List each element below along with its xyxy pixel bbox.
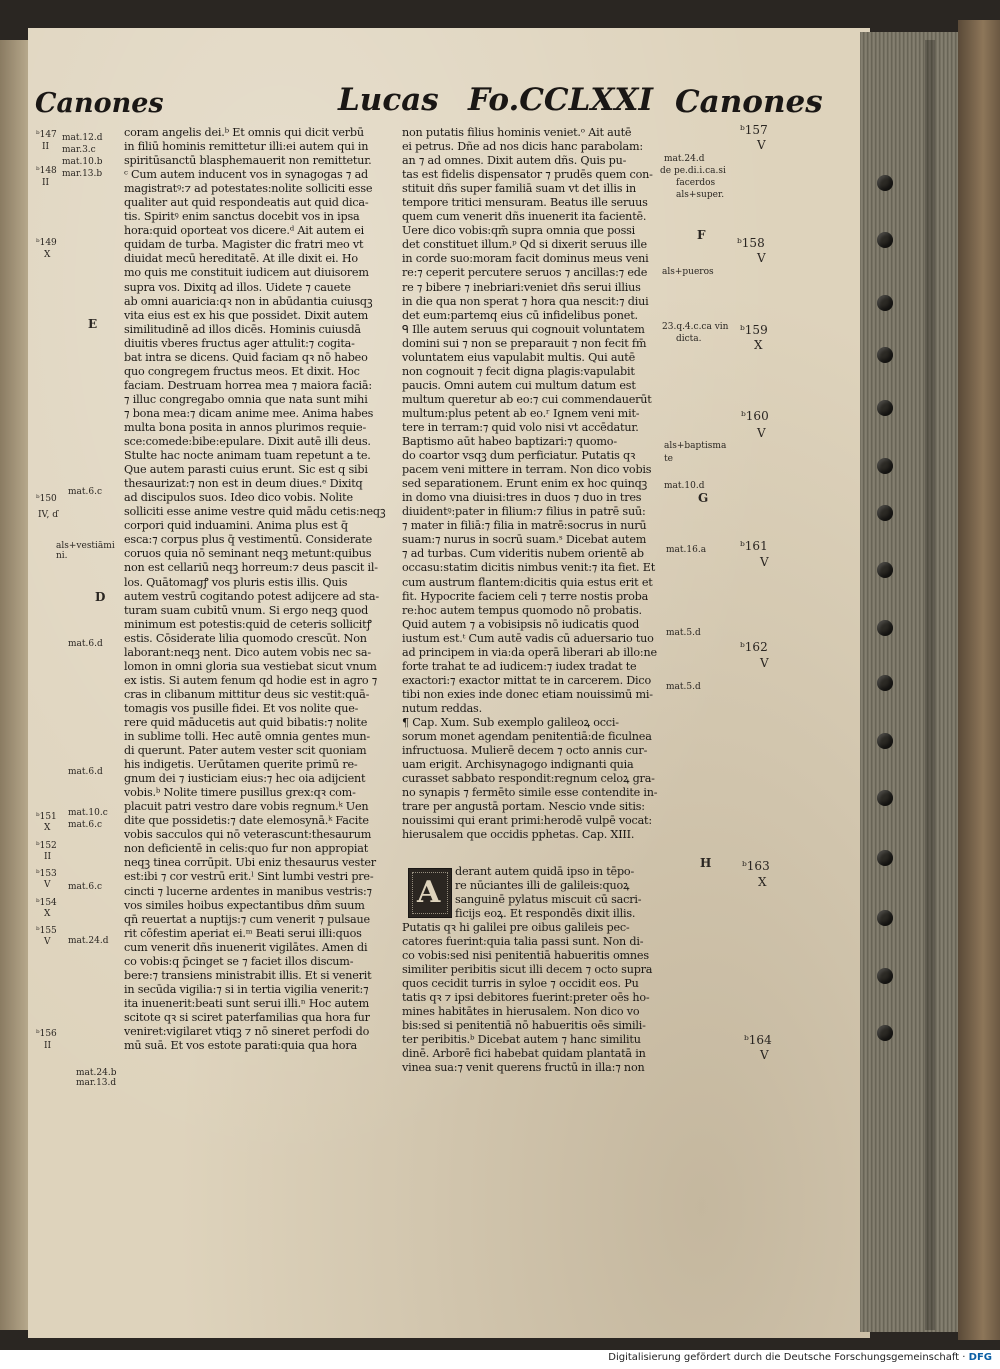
text-line: do coartor vsqꝫ dum perficiatur. Putatis qꝛ — [402, 449, 636, 463]
text-line: rere quid māducetis aut quid bibatis:⁊ nolite — [124, 715, 368, 729]
gospel-reference: mat.6.c — [68, 882, 103, 892]
text-line: ¶ Cap. Xum. Sub exemplo galileoꝝ occi- — [402, 715, 619, 729]
text-line: ⁊ ad turbas. Cum videritis nubem orientē ab — [402, 547, 644, 561]
text-column-right — [402, 126, 660, 842]
header-right-canones: Canones — [675, 84, 823, 120]
section-letter: G — [698, 491, 709, 505]
text-line: infructuosa. Mulierē decem ⁊ octo annis cur- — [402, 744, 648, 758]
text-line: multa bona posita in annos plurimos requie- — [124, 420, 367, 434]
text-line: suam:⁊ nurus in socrū suam.ˢ Dicebat autem — [402, 533, 647, 547]
gospel-reference: mat.10.c — [68, 808, 108, 818]
text-line: tatis qꝛ ⁊ ipsi debitores fuerint:preter oēs ho- — [402, 991, 650, 1005]
clasp-nail — [877, 733, 893, 749]
text-line: ab omni auaricia:qꝛ non in abūdantia cuiusqꝫ — [124, 294, 373, 308]
text-line: an ⁊ ad omnes. Dixit autem dñs. Quis pu- — [402, 154, 627, 168]
text-line: corpori quid induamini. Anima plus est q̄ — [124, 519, 348, 533]
gospel-reference: mat.24.d — [68, 936, 109, 946]
text-line: ad principem in via:da operā liberari ab illo:ne — [402, 645, 657, 659]
canon-table: V — [760, 555, 769, 569]
text-line: domini sui ⁊ non se preparauit ⁊ non fecit fm̄ — [402, 336, 647, 350]
text-line: vos similes hoibus expectantibus dñm suum — [124, 898, 365, 912]
text-line: sed separationem. Erunt enim ex hoc quinqꝫ — [402, 477, 648, 491]
canon-table: V — [44, 880, 51, 890]
text-line: his indigetis. Uerūtamen querite primū re- — [124, 758, 358, 772]
canon-table: V — [757, 251, 766, 265]
text-line: minimum est potestis:quid de ceteris sollicitꝭ — [124, 617, 372, 631]
text-line: sorum monet agendam penitentiā:de ficulnea — [402, 730, 652, 744]
text-line: magistratꝰ:⁊ ad potestates:nolite solliciti esse — [124, 182, 373, 196]
text-line: vita eius est ex his que possidet. Dixit autem — [124, 308, 369, 322]
text-line: re ⁊ bibere ⁊ inebriari:veniet dñs serui illius — [402, 280, 641, 294]
text-line: in domo vna diuisi:tres in duos ⁊ duo in tres — [402, 491, 642, 505]
text-line: curasset sabbato respondit:regnum celoꝝ gra- — [402, 772, 655, 786]
text-column-right-continued — [402, 921, 660, 1076]
text-line: iustum est.ᵗ Cum autē vadis cū aduersario tuo — [402, 631, 654, 645]
text-line: ⁊ illuc congregabo omnia que nata sunt mihi — [124, 392, 368, 406]
section-letter: E — [88, 317, 98, 331]
clasp-nail — [877, 347, 893, 363]
canon-number: ᵇ158 — [737, 236, 765, 250]
text-line: catores fuerint:quia talia passi sunt. Non di- — [402, 935, 644, 949]
canon-number: ᵇ156 — [36, 1029, 57, 1039]
gospel-reference: mat.5.d — [666, 628, 701, 638]
canon-number: ᵇ151 — [36, 812, 57, 822]
text-line: spiritūsanctū blasphemauerit non remittetur. — [124, 154, 372, 168]
text-line: Que autem parasti cuius erunt. Sic est q sibi — [124, 463, 368, 477]
text-line: det constituet illum.ᵖ Qd si dixerit seruus ille — [402, 238, 647, 252]
text-line: in corde suo:moram facit dominus meus veni — [402, 252, 649, 266]
text-line: diuidat mecū hereditatē. At ille dixit ei. Ho — [124, 252, 358, 266]
decorated-initial: A — [408, 868, 452, 918]
gospel-reference: mat.16.a — [666, 545, 707, 555]
text-line: vobis sacculos qui nō veterascunt:thesaurum — [124, 828, 372, 842]
text-line: vobis.ᵇ Nolite timere pusillus grex:qꝛ com- — [124, 786, 356, 800]
text-line: ⁊ bona mea:⁊ dicam anime mee. Anima habes — [124, 406, 374, 420]
text-line: dite que possidetis:⁊ date elemosynā.ᵏ Facite — [124, 814, 369, 828]
text-line: tis. Spiritꝰ enim sanctus docebit vos in ipsa — [124, 210, 360, 224]
dfg-logo: DFG — [968, 1352, 992, 1363]
canon-number: ᵇ155 — [36, 926, 57, 936]
gospel-reference: mat.6.d — [68, 639, 103, 649]
text-line: uam erigit. Archisynagogo indignanti quia — [402, 758, 634, 772]
text-line: mū suā. Et vos estote parati:quia qua hora — [124, 1039, 357, 1053]
gospel-reference: mat.24.d — [664, 154, 705, 164]
text-line: ei petrus. Dñe ad nos dicis hanc parabolam: — [402, 140, 643, 154]
text-line: veniret:vigilaret vtiqꝫ ⁊ nō sineret perfodi do — [124, 1025, 370, 1038]
text-line: supra vos. Dixitq ad illos. Uidete ⁊ cauete — [124, 280, 351, 294]
text-line: no synapis ⁊ fermēto simile esse contendite in- — [402, 786, 658, 800]
canon-table: IV, ɗ — [38, 510, 59, 520]
gospel-reference: mar.3.c — [62, 145, 96, 155]
text-line: Quid autem ⁊ a vobisipsis nō iudicatis quod — [402, 617, 640, 631]
text-line: exactori:⁊ exactor mittat te in carcerem. Dico — [402, 673, 652, 687]
canon-number: ᵇ157 — [740, 123, 768, 137]
facing-page-edge — [0, 40, 30, 1330]
header-book-title: Lucas — [338, 82, 439, 118]
clasp-nail — [877, 505, 893, 521]
text-line: tere in terram:⁊ quid volo nisi vt accēdatur. — [402, 420, 639, 434]
text-line: ᑫ Ille autem seruus qui cognouit voluntatem — [402, 322, 645, 336]
text-line: cum venerit dñs inuenerit vigilātes. Amen di — [124, 940, 368, 954]
canon-table: X — [44, 909, 51, 919]
canon-table: V — [760, 656, 769, 670]
text-line: quem cum venerit dñs inuenerit ita facientē. — [402, 210, 647, 224]
canon-law-reference: 23.q.4.c.ca vin — [662, 322, 729, 332]
text-line: ad discipulos suos. Ideo dico vobis. Nolite — [124, 491, 353, 505]
variant-reading: als+super. — [676, 190, 725, 200]
text-line: sce:comede:bibe:epulare. Dixit autē illi deus. — [124, 435, 371, 449]
text-line: re:hoc autem tempus quomodo nō probatis. — [402, 603, 642, 617]
clasp-nail — [877, 790, 893, 806]
clasp-nail — [877, 295, 893, 311]
section-letter: F — [697, 228, 706, 242]
gospel-reference: mar.13.b — [62, 169, 103, 179]
canon-table: II — [42, 178, 50, 188]
gospel-reference: mat.6.c — [68, 487, 103, 497]
text-line: Putatis qꝛ hi galilei pre oibus galileis pec- — [402, 921, 630, 934]
canon-table: II — [44, 1041, 52, 1051]
canon-number: ᵇ164 — [744, 1033, 772, 1047]
canon-table: II — [42, 142, 50, 152]
text-line: ⁊ mater in filiā:⁊ filia in matrē:socrus in nurū — [402, 519, 647, 533]
text-line: Uere dico vobis:qm̄ supra omnia que possi — [402, 224, 636, 238]
canon-table: V — [757, 138, 766, 152]
canon-table: X — [758, 875, 767, 889]
canon-number: ᵇ148 — [36, 166, 57, 176]
canon-number: ᵇ163 — [742, 859, 770, 873]
text-line: mo quis me constituit iudicem aut diuisorem — [124, 266, 369, 280]
text-line: ᶜ Cum autem inducent vos in synagogas ⁊ ad — [124, 168, 369, 182]
canon-number: ᵇ159 — [740, 323, 768, 337]
text-column-left — [124, 126, 396, 1053]
text-line: tas est fidelis dispensator ⁊ prudēs quem con- — [402, 168, 653, 182]
text-line: rit cōfestim aperiat ei.ᵐ Beati serui illi:quos — [124, 926, 362, 940]
text-line: forte trahat te ad iudicem:⁊ iudex tradat te — [402, 659, 637, 673]
text-line: similitudinē ad illos dicēs. Hominis cuiusdā — [124, 322, 361, 336]
text-line: pacem veni mittere in terram. Non dico vobis — [402, 463, 652, 477]
canon-table: X — [44, 823, 51, 833]
text-line: multum:plus petent ab eo.ʳ Ignem veni mit- — [402, 406, 640, 420]
clasp-nail — [877, 232, 893, 248]
text-line: solliciti esse anime vestre quid mādu cetis:neqꝫ — [124, 505, 386, 519]
text-line: non putatis filius hominis veniet.ᵒ Ait autē — [402, 126, 632, 139]
text-line: diuitis vberes fructus ager attulit:⁊ cogita- — [124, 336, 355, 350]
text-line: cras in clibanum mittitur deus sic vestit:quā- — [124, 687, 370, 701]
text-line: bere:⁊ transiens ministrabit illis. Et si venerit — [124, 968, 372, 982]
text-line: dinē. Arborē fici habebat quidam plantatā in — [402, 1047, 646, 1061]
text-line: nutum reddas. — [402, 701, 482, 715]
text-line: Stulte hac nocte animam tuam repetunt a te. — [124, 449, 371, 463]
text-line: quo congregem fructus meos. Et dixit. Hoc — [124, 364, 360, 378]
text-line: gnum dei ⁊ iusticiam eius:⁊ hec oia adijcient — [124, 772, 366, 786]
canon-number: ᵇ149 — [36, 238, 57, 248]
section-letter: D — [95, 590, 106, 604]
text-line: thesaurizat:⁊ non est in deum diues.ᵉ Dixitq — [124, 477, 363, 491]
text-line: los. Quātomagꝭ vos pluris estis illis. Quis — [124, 575, 348, 589]
text-line: coruos quia nō seminant neqꝫ metunt:quibus — [124, 547, 372, 561]
clasp-nail — [877, 175, 893, 191]
text-line: in sublime tolli. Hec autē omnia gentes mun- — [124, 730, 370, 744]
text-line: laborant:neqꝫ nent. Dico autem vobis nec sa- — [124, 645, 371, 659]
text-line: di querunt. Pater autem vester scit quoniam — [124, 744, 367, 758]
text-line: re nūciantes illi de galileis:quoꝝ — [455, 879, 630, 893]
clasp-nail — [877, 400, 893, 416]
clasp-nail — [877, 562, 893, 578]
clasp-nail — [877, 675, 893, 691]
variant-reading: als+baptisma — [664, 441, 727, 451]
canon-table: V — [757, 426, 766, 440]
text-line: turam suam cubitū vnum. Si ergo neqꝫ quod — [124, 603, 369, 617]
binding-shadow — [925, 40, 935, 1330]
text-line: tempore tritici mensuram. Beatus ille seruus — [402, 196, 648, 210]
gospel-reference: mat.12.d — [62, 133, 103, 143]
text-line: hora:quid oporteat vos dicere.ᵈ Ait autem ei — [124, 224, 365, 238]
canon-table: X — [44, 250, 51, 260]
text-line: in secūda vigilia:⁊ si in tertia vigilia venerit:⁊ — [124, 982, 369, 996]
text-line: est:ibi ⁊ cor vestrū erit.ˡ Sint lumbi vestri pre- — [124, 870, 374, 884]
text-line: diuidentꝰ:pater in filium:⁊ filius in patrē suū: — [402, 505, 646, 519]
canon-number: ᵇ153 — [36, 869, 57, 879]
text-line: ter peribitis.ᵇ Dicebat autem ⁊ hanc similitu — [402, 1033, 641, 1047]
section-letter: H — [700, 856, 712, 870]
text-line: autem vestrū cogitando potest adijcere ad sta- — [124, 589, 379, 603]
text-line: multum queretur ab eo:⁊ cui commendauerūt — [402, 392, 652, 406]
text-line: vinea sua:⁊ venit querens fructū in illa:⁊ non — [402, 1061, 645, 1075]
text-line: neqꝫ tinea corrūpit. Ubi eniz thesaurus vester — [124, 856, 376, 870]
gospel-reference: mat.24.b mar.13.d — [76, 1068, 117, 1088]
text-line: qn̄ reuertat a nuptijs:⁊ cum venerit ⁊ pulsaue — [124, 912, 370, 926]
text-line: lomon in omni gloria sua vestiebat sicut vnum — [124, 659, 377, 673]
gospel-reference: mat.5.d — [666, 682, 701, 692]
canon-law-reference: dicta. — [676, 334, 702, 344]
text-line: ficijs eoꝝ. Et respondēs dixit illis. — [455, 907, 636, 921]
canon-table: X — [754, 338, 763, 352]
text-line: quos cecidit turris in syloe ⁊ occidit eos. Pu — [402, 977, 639, 991]
text-line: tomagis vos pusille fidei. Et vos nolite que- — [124, 701, 359, 715]
text-line: non cognouit ⁊ fecit digna plagis:vapulabit — [402, 364, 635, 378]
gospel-reference: mat.10.d — [664, 481, 705, 491]
text-line: derant autem quidā ipso in tēpo- — [455, 865, 635, 878]
text-line: scitote qꝛ si sciret paterfamilias qua hora fur — [124, 1010, 370, 1024]
gospel-reference: mat.6.c — [68, 820, 103, 830]
text-line: co vobis:q p̄cinget se ⁊ faciet illos discum- — [124, 954, 354, 968]
clasp-nail — [877, 620, 893, 636]
canon-number: ᵇ154 — [36, 898, 57, 908]
text-line: tibi non exies inde donec etiam nouissimū mi- — [402, 687, 653, 701]
variant-reading: te — [664, 454, 673, 464]
text-line: placuit patri vestro dare vobis regnum.ᵏ Uen — [124, 800, 369, 814]
text-line: sanguinē pylatus miscuit cū sacri- — [455, 893, 642, 907]
clasp-nail — [877, 968, 893, 984]
text-line: in die qua non sperat ⁊ hora qua nescit:⁊ diui — [402, 294, 649, 308]
canon-table: V — [44, 937, 51, 947]
text-line: bat intra se dicens. Quid faciam qꝛ nō habeo — [124, 350, 368, 364]
text-line: trare per angustā portam. Nescio vnde sitis: — [402, 800, 645, 814]
clasp-nail — [877, 910, 893, 926]
text-line: non est cellariū neqꝫ horreum:⁊ deus pascit il- — [124, 561, 378, 575]
text-line: bis:sed si penitentiā nō habueritis oēs simili- — [402, 1019, 646, 1033]
text-line: similiter peribitis sicut illi decem ⁊ octo supra — [402, 963, 653, 977]
canon-table: V — [760, 1048, 769, 1062]
clasp-nail — [877, 1025, 893, 1041]
variant-reading: als+vestiāmi ni. — [56, 541, 115, 561]
text-line: Baptismo aūt habeo baptizari:⁊ quomo- — [402, 435, 617, 449]
text-line: paucis. Omni autem cui multum datum est — [402, 378, 636, 392]
canon-number: ᵇ152 — [36, 841, 57, 851]
variant-reading: als+pueros — [662, 267, 714, 277]
gospel-reference: mat.10.b — [62, 157, 103, 167]
text-line: fit. Hypocrite faciem celi ⁊ terre nostis proba — [402, 589, 649, 603]
text-line: quidam de turba. Magister dic fratri meo vt — [124, 238, 364, 252]
funding-credit-text: Digitalisierung gefördert durch die Deutsche Forschungsgemeinschaft · — [608, 1352, 966, 1363]
text-line: in filiū hominis remittetur illi:ei autem qui in — [124, 140, 369, 154]
canon-law-reference: de pe.di.i.ca.si — [660, 166, 726, 176]
canon-table: II — [44, 852, 52, 862]
text-line: non deficientē in celis:quo fur non appropiat — [124, 842, 369, 856]
text-line: det eum:partemq eius cū infidelibus ponet. — [402, 308, 638, 322]
canon-number: ᵇ160 — [741, 409, 769, 423]
text-line: ex istis. Si autem fenum qd hodie est in agro ⁊ — [124, 673, 378, 687]
text-line: faciam. Destruam horrea mea ⁊ maiora faciā: — [124, 378, 372, 392]
text-column-right-dropcap-lines — [455, 865, 661, 921]
funding-credit — [608, 1352, 992, 1363]
text-line: voluntatem eius vapulabit multis. Qui autē — [402, 350, 636, 364]
canon-number: ᵇ161 — [740, 539, 768, 553]
canon-number: ᵇ150 — [36, 494, 57, 504]
header-left-canones: Canones — [35, 88, 164, 119]
clasp-nail — [877, 850, 893, 866]
text-line: stituit dñs super familiā suam vt det illis in — [402, 182, 637, 196]
text-line: qualiter aut quid respondeatis aut quid dica- — [124, 196, 369, 210]
text-line: co vobis:sed nisi penitentiā habueritis omnes — [402, 949, 649, 963]
book-cover-edge — [958, 20, 1000, 1340]
canon-law-reference: facerdos — [676, 178, 716, 188]
canon-number: ᵇ147 — [36, 130, 57, 140]
text-line: occasu:statim dicitis nimbus venit:⁊ ita fiet. Et — [402, 561, 656, 575]
text-line: re:⁊ ceperit percutere seruos ⁊ ancillas:⁊ ede — [402, 266, 648, 280]
text-line: hierusalem que occidis pphetas. Cap. XIII. — [402, 828, 635, 842]
text-line: ita inuenerit:beati sunt serui illi.ⁿ Hoc autem — [124, 996, 370, 1010]
text-line: nouissimi qui erant primi:herodē vulpē vocat: — [402, 814, 652, 828]
gospel-reference: mat.6.d — [68, 767, 103, 777]
text-line: mines habitātes in hierusalem. Non dico vo — [402, 1005, 640, 1019]
text-line: cum austrum flantem:dicitis quia estus erit et — [402, 575, 653, 589]
text-line: coram angelis dei.ᵇ Et omnis qui dicit verbū — [124, 126, 364, 139]
text-line: cincti ⁊ lucerne ardentes in manibus vestris:⁊ — [124, 884, 372, 898]
header-folio: Fo.CCLXXI — [468, 82, 653, 118]
text-line: estis. Cōsiderate lilia quomodo crescūt. Non — [124, 631, 367, 645]
text-line: esca:⁊ corpus plus q̄ vestimentū. Considerate — [124, 533, 373, 547]
clasp-nail — [877, 458, 893, 474]
canon-number: ᵇ162 — [740, 640, 768, 654]
